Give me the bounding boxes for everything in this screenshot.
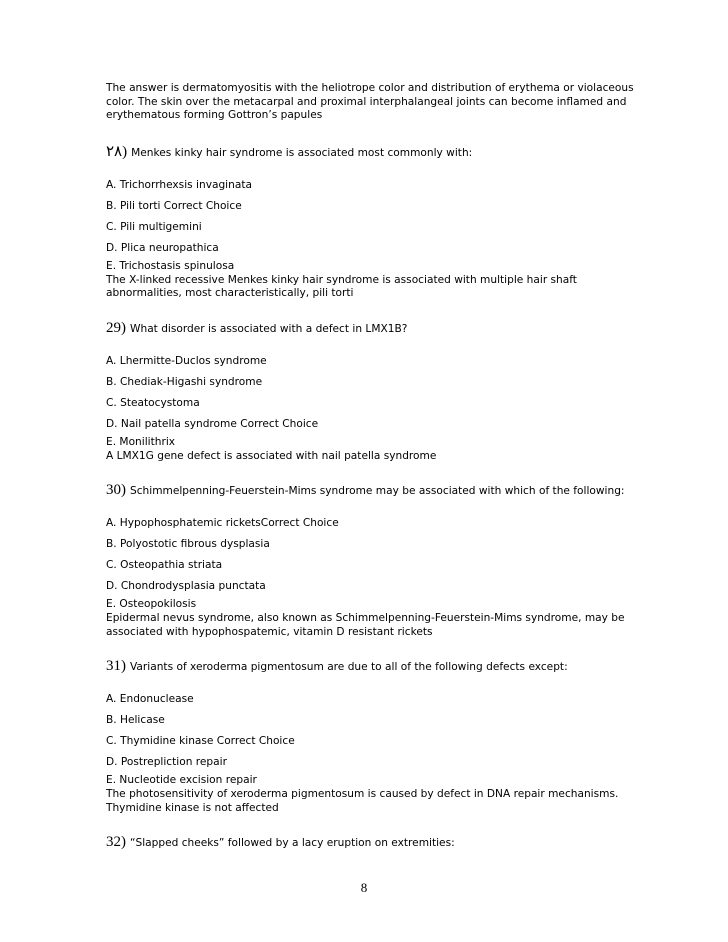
- option-e: E. Monilithrix: [106, 435, 176, 448]
- option-b: B. Helicase: [106, 714, 165, 726]
- explanation: Epidermal nevus syndrome, also known as Schimmelpenning-Feuerstein-Mims syndrome, may be associated with hypophospatemic, vitamin D resistant rickets: [106, 612, 625, 638]
- explanation: The X-linked recessive Menkes kinky hair syndrome is associated with multiple hair shaft abnormalities, most characteristically, pili torti: [106, 273, 577, 299]
- option-c: C. Osteopathia striata: [106, 559, 223, 571]
- option-d: D. Postrepliction repair: [106, 756, 227, 768]
- option-a: A. Lhermitte-Duclos syndrome: [106, 354, 267, 367]
- option-c: C. Steatocystoma: [106, 396, 200, 409]
- page-number: 8: [360, 880, 368, 895]
- question-text: Variants of xeroderma pigmentosum are due to all of the following defects except:: [130, 661, 568, 673]
- option-b: B. Polyostotic fibrous dysplasia: [106, 538, 270, 550]
- option-d: D. Plica neuropathica: [106, 241, 219, 254]
- explanation: A LMX1G gene defect is associated with nail patella syndrome: [106, 449, 437, 462]
- spacer: [106, 161, 636, 175]
- spacer: [106, 499, 636, 513]
- option-d: D. Nail patella syndrome Correct Choice: [106, 417, 319, 430]
- question-text: “Slapped cheeks” followed by a lacy eruption on extremities:: [130, 837, 455, 849]
- spacer: [106, 675, 636, 689]
- option-b: B. Chediak-Higashi syndrome: [106, 375, 263, 388]
- question-text: What disorder is associated with a defect in LMX1B?: [130, 322, 408, 335]
- document-page: [106, 82, 636, 851]
- question-number: 32): [106, 834, 126, 850]
- question-31: [106, 657, 636, 675]
- option-a: A. Hypophosphatemic ricketsCorrect Choice: [106, 517, 339, 529]
- spacer: [106, 463, 636, 481]
- option-e: E. Osteopokilosis: [106, 598, 197, 610]
- question-number: 30): [106, 482, 126, 498]
- spacer: [106, 815, 636, 833]
- option-a: A. Endonuclease: [106, 693, 194, 705]
- explanation: The photosensitivity of xeroderma pigmentosum is caused by defect in DNA repair mechanisms. Thymidine kinase is not affected: [106, 788, 619, 814]
- question-number: ٢٨): [106, 143, 128, 160]
- question-number: 31): [106, 658, 126, 674]
- spacer: [106, 123, 636, 143]
- question-text: Menkes kinky hair syndrome is associated most commonly with:: [131, 146, 473, 159]
- option-a: A. Trichorrhexsis invaginata: [106, 178, 252, 191]
- question-number: 29): [106, 319, 126, 336]
- spacer: [106, 337, 636, 351]
- intro-answer: The answer is dermatomyositis with the heliotrope color and distribution of erythema or violaceous color. The skin over the metacarpal and proximal interphalangeal joints can become inflamed and erythematous forming Gottron’s papules: [106, 82, 634, 121]
- question-29: [106, 319, 636, 337]
- question-30: [106, 481, 636, 499]
- option-b: B. Pili torti Correct Choice: [106, 199, 242, 212]
- option-d: D. Chondrodysplasia punctata: [106, 580, 266, 592]
- option-c: C. Pili multigemini: [106, 220, 202, 233]
- spacer: [106, 301, 636, 319]
- question-28: [106, 143, 636, 161]
- question-32: [106, 833, 636, 851]
- option-c: C. Thymidine kinase Correct Choice: [106, 735, 295, 747]
- option-e: E. Nucleotide excision repair: [106, 774, 257, 786]
- question-text: Schimmelpenning-Feuerstein-Mims syndrome may be associated with which of the following:: [130, 485, 625, 497]
- spacer: [106, 639, 636, 657]
- option-e: E. Trichostasis spinulosa: [106, 259, 235, 272]
